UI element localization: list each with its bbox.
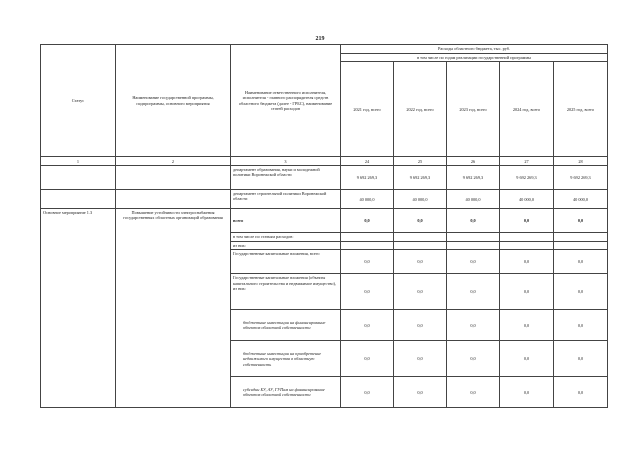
column-number: 27 bbox=[500, 157, 554, 166]
value-cell: 0,0 bbox=[554, 274, 608, 310]
value-cell bbox=[554, 233, 608, 242]
status-cell: Основное мероприятие 1.3 bbox=[41, 209, 116, 408]
value-cell: 0,0 bbox=[394, 250, 447, 274]
value-cell: 0,0 bbox=[500, 310, 554, 341]
value-cell: 0,0 bbox=[554, 209, 608, 233]
program-cell bbox=[116, 190, 231, 209]
value-cell: 40 000,0 bbox=[554, 190, 608, 209]
status-cell bbox=[41, 166, 116, 190]
value-cell: 0,0 bbox=[341, 341, 394, 377]
header-year: 2023 год, всего bbox=[447, 62, 500, 157]
value-cell: 0,0 bbox=[341, 377, 394, 408]
value-cell: 0,0 bbox=[447, 250, 500, 274]
value-cell: 9 692 269,3 bbox=[341, 166, 394, 190]
value-cell bbox=[341, 242, 394, 250]
header-program-name: Наименование государственной программы, подпрограммы, основного мероприятия bbox=[116, 45, 231, 157]
table-row bbox=[41, 190, 608, 209]
column-number: 25 bbox=[394, 157, 447, 166]
value-cell: 0,0 bbox=[447, 341, 500, 377]
value-cell bbox=[554, 242, 608, 250]
value-cell: 0,0 bbox=[394, 377, 447, 408]
value-cell: 0,0 bbox=[394, 209, 447, 233]
row-label: департамент строительной политики Воронежской области bbox=[231, 190, 341, 209]
header-year: 2022 год, всего bbox=[394, 62, 447, 157]
row-label: Государственные капитальные вложения, всего bbox=[231, 250, 341, 274]
value-cell: 0,0 bbox=[500, 341, 554, 377]
row-label: департамент образования, науки и молодежной политики Воронежской области bbox=[231, 166, 341, 190]
row-label: в том числе по статьям расходов: bbox=[231, 233, 341, 242]
column-number: 3 bbox=[231, 157, 341, 166]
value-cell: 0,0 bbox=[341, 274, 394, 310]
value-cell: 0,0 bbox=[341, 209, 394, 233]
value-cell: 9 692 269,3 bbox=[394, 166, 447, 190]
value-cell: 0,0 bbox=[500, 250, 554, 274]
value-cell: 9 692 269,3 bbox=[447, 166, 500, 190]
row-label: субсидии БУ, АУ, ГУПам на финансирование объектов областной собственности bbox=[231, 377, 341, 408]
row-label: из них: bbox=[231, 242, 341, 250]
value-cell bbox=[447, 242, 500, 250]
value-cell: 40 000,0 bbox=[341, 190, 394, 209]
value-cell: 0,0 bbox=[394, 310, 447, 341]
header-expenses: Расходы областного бюджета, тыс. руб. bbox=[341, 45, 608, 54]
value-cell bbox=[500, 233, 554, 242]
row-label: Государственные капитальные вложения (объекты капитального строительства и недвижимое имущество), из них: bbox=[231, 274, 341, 310]
value-cell: 0,0 bbox=[554, 341, 608, 377]
value-cell bbox=[394, 233, 447, 242]
header-year: 2025 год, всего bbox=[554, 62, 608, 157]
value-cell: 0,0 bbox=[447, 274, 500, 310]
value-cell: 40 000,0 bbox=[500, 190, 554, 209]
program-cell: Повышение устойчивости электроснабжения государственных областных организаций образования bbox=[116, 209, 231, 408]
value-cell: 0,0 bbox=[394, 341, 447, 377]
column-number: 2 bbox=[116, 157, 231, 166]
value-cell: 0,0 bbox=[447, 209, 500, 233]
value-cell: 0,0 bbox=[554, 250, 608, 274]
table-row bbox=[41, 166, 608, 190]
value-cell: 40 000,0 bbox=[447, 190, 500, 209]
header-year: 2021 год, всего bbox=[341, 62, 394, 157]
value-cell bbox=[394, 242, 447, 250]
value-cell: 40 000,0 bbox=[394, 190, 447, 209]
header-by-year: в том числе по годам реализации государственной программы bbox=[341, 54, 608, 62]
row-label: бюджетные инвестиции на приобретение недвижимого имущества в областную собственность bbox=[231, 341, 341, 377]
table-row bbox=[41, 209, 608, 233]
header-status: Статус bbox=[41, 45, 116, 157]
header-executor: Наименование ответственного исполнителя, исполнителя - главного распорядителя средств областного бюджета (далее - ГРБС), наименование статей расходов bbox=[231, 45, 341, 157]
column-number: 28 bbox=[554, 157, 608, 166]
value-cell bbox=[500, 242, 554, 250]
column-number: 26 bbox=[447, 157, 500, 166]
value-cell bbox=[447, 233, 500, 242]
row-label: всего bbox=[231, 209, 341, 233]
value-cell: 9 692 269,3 bbox=[500, 166, 554, 190]
value-cell: 0,0 bbox=[500, 377, 554, 408]
budget-table bbox=[40, 44, 608, 408]
header-year: 2024 год, всего bbox=[500, 62, 554, 157]
value-cell: 0,0 bbox=[500, 274, 554, 310]
status-cell bbox=[41, 190, 116, 209]
value-cell: 0,0 bbox=[554, 377, 608, 408]
value-cell: 0,0 bbox=[341, 310, 394, 341]
value-cell: 9 692 269,3 bbox=[554, 166, 608, 190]
value-cell: 0,0 bbox=[341, 250, 394, 274]
column-number: 1 bbox=[41, 157, 116, 166]
row-label: бюджетные инвестиции на финансирование объектов областной собственности bbox=[231, 310, 341, 341]
value-cell bbox=[341, 233, 394, 242]
value-cell: 0,0 bbox=[394, 274, 447, 310]
page-number: 219 bbox=[315, 36, 325, 42]
value-cell: 0,0 bbox=[500, 209, 554, 233]
column-number-row bbox=[41, 157, 608, 166]
program-cell bbox=[116, 166, 231, 190]
column-number: 24 bbox=[341, 157, 394, 166]
value-cell: 0,0 bbox=[447, 310, 500, 341]
value-cell: 0,0 bbox=[447, 377, 500, 408]
value-cell: 0,0 bbox=[554, 310, 608, 341]
